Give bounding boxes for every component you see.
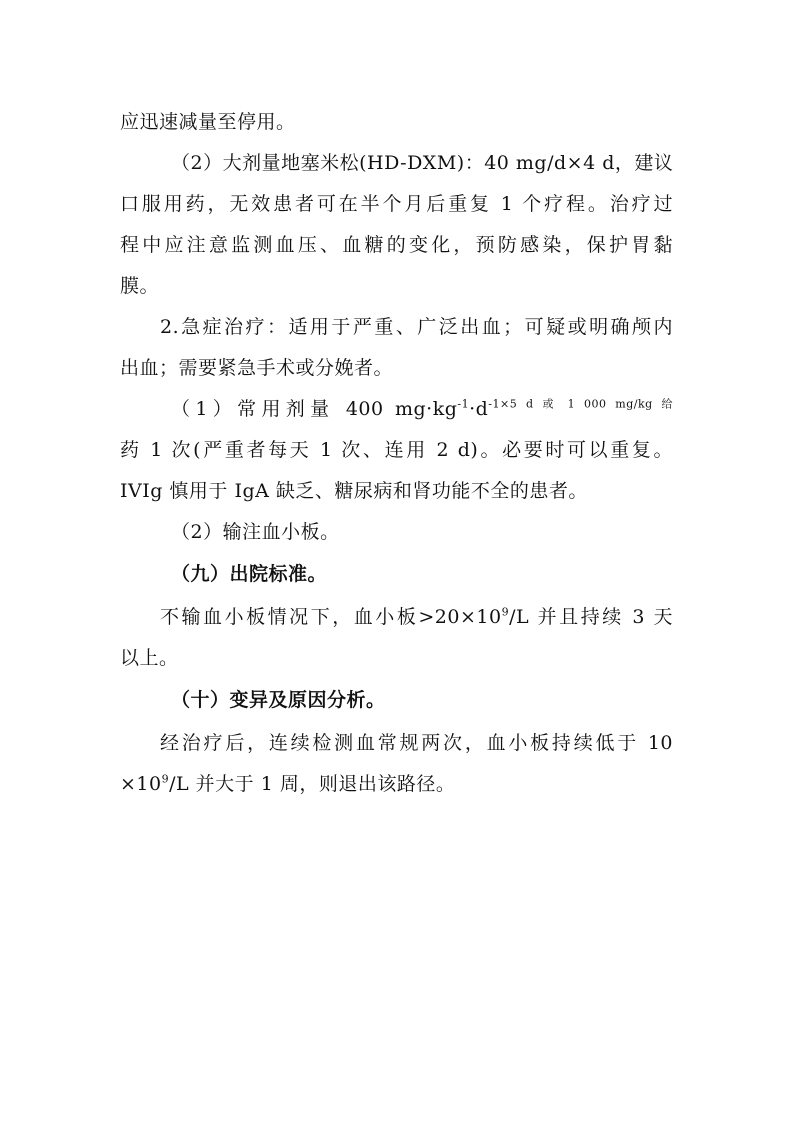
paragraph-text: 药 1 次(严重者每天 1 次、连用 2 d)。必要时可以重复。 — [120, 439, 673, 461]
text-line — [120, 430, 673, 470]
paragraph-text: 程中应注意监测血压、血糖的变化，预防感染，保护胃黏 — [120, 234, 673, 256]
text-line — [120, 102, 673, 142]
paragraph-text: IVIg 慎用于 IgA 缺乏、糖尿病和肾功能不全的患者。 — [120, 480, 588, 502]
section-heading: （十）变异及原因分析。 — [171, 689, 386, 711]
text-line — [120, 225, 673, 265]
section-heading: （九）出院标准。 — [171, 563, 328, 585]
superscript: -1 — [457, 397, 470, 411]
text-line — [160, 597, 673, 637]
paragraph-text: 经治疗后，连续检测血常规两次，血小板持续低于 10 — [160, 732, 673, 754]
text-line — [171, 554, 673, 594]
superscript: 9 — [501, 605, 510, 619]
paragraph-text: 口服用药，无效患者可在半个月后重复 1 个疗程。治疗过 — [120, 193, 673, 215]
text-line — [160, 723, 673, 763]
superscript: -1×5 d 或 1 000 mg/kg 给 — [488, 397, 673, 411]
paragraph-text: 应迅速减量至停用。 — [120, 111, 296, 133]
text-line — [120, 638, 673, 678]
paragraph-text: 以上。 — [120, 647, 179, 669]
text-line — [120, 184, 673, 224]
text-line — [120, 348, 673, 388]
paragraph-text: ×10 — [120, 773, 162, 795]
text-line — [171, 680, 673, 720]
paragraph-text: 不输血小板情况下，血小板>20×10 — [160, 606, 502, 628]
paragraph-text: （2）大剂量地塞米松(HD-DXM)：40 mg/d×4 d，建议 — [171, 152, 674, 174]
paragraph-text: 出血；需要紧急手术或分娩者。 — [120, 357, 394, 379]
text-line — [171, 512, 673, 552]
text-line — [160, 307, 673, 347]
paragraph-text: /L 并且持续 3 天 — [509, 606, 673, 628]
superscript: 9 — [161, 772, 170, 786]
text-line — [120, 764, 673, 804]
paragraph-text: 膜。 — [120, 275, 160, 297]
text-line — [171, 143, 673, 183]
paragraph-text: /L 并大于 1 周，则退出该路径。 — [169, 773, 456, 795]
text-line — [120, 266, 673, 306]
section-heading: 2.急症治疗：适用于严重、广泛出血；可疑或明确颅内 — [160, 316, 673, 338]
paragraph-text: （2）输注血小板。 — [171, 521, 340, 543]
text-line — [120, 471, 673, 511]
paragraph-text: （1）常用剂量 400 mg·kg — [171, 398, 458, 420]
paragraph-text: ·d — [469, 398, 489, 420]
text-line — [171, 389, 673, 429]
